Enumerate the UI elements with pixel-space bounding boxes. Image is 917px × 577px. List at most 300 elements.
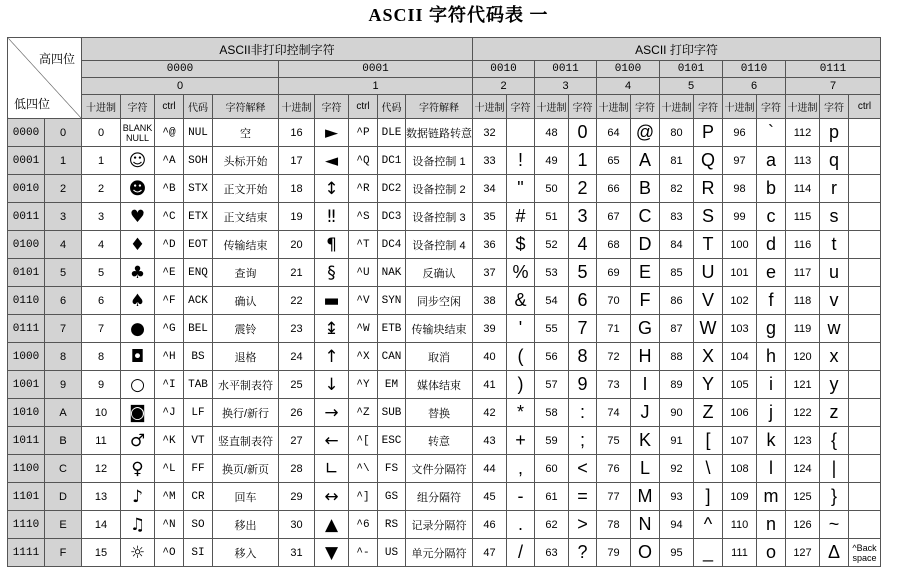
nonprint-header: ASCII非打印控制字符 — [82, 38, 473, 61]
char-glyph: q — [820, 147, 849, 175]
char-glyph: I — [631, 371, 660, 399]
ctrl-key-cell — [849, 483, 881, 511]
ctrl-key-cell: ^M — [155, 483, 184, 511]
description-cell: 传输结束 — [213, 231, 279, 259]
decimal-cell: 52 — [535, 231, 569, 259]
char-glyph: BLANK NULL — [121, 119, 155, 147]
char-glyph: ◙ — [121, 399, 155, 427]
char-glyph: V — [694, 287, 723, 315]
decimal-cell: 74 — [597, 399, 631, 427]
decimal-cell: 57 — [535, 371, 569, 399]
char-glyph: O — [631, 539, 660, 567]
ctrl-key-cell: ^X — [349, 343, 378, 371]
ctrl-key-cell: ^I — [155, 371, 184, 399]
table-row — [8, 483, 881, 511]
code-cell: DC4 — [378, 231, 406, 259]
char-glyph: i — [757, 371, 786, 399]
table-row — [8, 119, 881, 147]
char-glyph: Z — [694, 399, 723, 427]
decimal-cell: 1 — [82, 147, 121, 175]
decimal-cell: 16 — [279, 119, 315, 147]
ctrl-key-cell: ^B — [155, 175, 184, 203]
description-cell: 正文开始 — [213, 175, 279, 203]
col-label-ctrl: ctrl — [849, 95, 881, 119]
low-nibble-hex: 4 — [45, 231, 82, 259]
decimal-cell: 115 — [786, 203, 820, 231]
low-nibble-binary: 1011 — [8, 427, 45, 455]
char-glyph: S — [694, 203, 723, 231]
decimal-cell: 26 — [279, 399, 315, 427]
char-glyph: ∟ — [315, 455, 349, 483]
low-nibble-binary: 0110 — [8, 287, 45, 315]
code-cell: NAK — [378, 259, 406, 287]
decimal-cell: 15 — [82, 539, 121, 567]
char-glyph: [ — [694, 427, 723, 455]
char-glyph: ^ — [694, 511, 723, 539]
char-glyph: p — [820, 119, 849, 147]
char-glyph: ] — [694, 483, 723, 511]
high-nibble-label: 高四位 — [38, 52, 75, 66]
decimal-cell: 60 — [535, 455, 569, 483]
char-glyph: ▲ — [315, 511, 349, 539]
char-glyph: 0 — [569, 119, 597, 147]
col-label-desc: 字符解释 — [213, 95, 279, 119]
char-glyph: ? — [569, 539, 597, 567]
char-glyph: + — [507, 427, 535, 455]
ctrl-key-cell: ^P — [349, 119, 378, 147]
decimal-cell: 58 — [535, 399, 569, 427]
description-cell: 换页/新页 — [213, 455, 279, 483]
decimal-cell: 46 — [473, 511, 507, 539]
char-glyph: ' — [507, 315, 535, 343]
decimal-cell: 5 — [82, 259, 121, 287]
char-glyph: § — [315, 259, 349, 287]
char-glyph: 3 — [569, 203, 597, 231]
ctrl-key-cell: ^G — [155, 315, 184, 343]
code-cell: TAB — [184, 371, 213, 399]
code-cell: SOH — [184, 147, 213, 175]
decimal-cell: 93 — [660, 483, 694, 511]
ctrl-key-cell: ^U — [349, 259, 378, 287]
description-cell: 查询 — [213, 259, 279, 287]
char-glyph: ↨ — [315, 315, 349, 343]
col-label-dec: 十进制 — [82, 95, 121, 119]
char-glyph: 1 — [569, 147, 597, 175]
decimal-cell: 103 — [723, 315, 757, 343]
group-hex-4: 4 — [597, 78, 660, 95]
corner-header — [8, 38, 82, 119]
decimal-cell: 11 — [82, 427, 121, 455]
group-binary-2: 0010 — [473, 61, 535, 78]
char-glyph: E — [631, 259, 660, 287]
ctrl-key-cell — [849, 399, 881, 427]
code-cell: EM — [378, 371, 406, 399]
ascii-table — [7, 37, 881, 567]
decimal-cell: 6 — [82, 287, 121, 315]
char-glyph: ; — [569, 427, 597, 455]
ctrl-key-cell: ^N — [155, 511, 184, 539]
low-nibble-binary: 1110 — [8, 511, 45, 539]
char-glyph: N — [631, 511, 660, 539]
char-glyph: @ — [631, 119, 660, 147]
char-glyph: ` — [757, 119, 786, 147]
group-hex-3: 3 — [535, 78, 597, 95]
decimal-cell: 109 — [723, 483, 757, 511]
char-glyph: ► — [315, 119, 349, 147]
decimal-cell: 67 — [597, 203, 631, 231]
low-nibble-hex: C — [45, 455, 82, 483]
low-nibble-binary: 1100 — [8, 455, 45, 483]
description-cell: 空 — [213, 119, 279, 147]
decimal-cell: 13 — [82, 483, 121, 511]
description-cell: 正文结束 — [213, 203, 279, 231]
ctrl-key-cell: ^E — [155, 259, 184, 287]
col-label-char: 字符 — [631, 95, 660, 119]
low-nibble-hex: 8 — [45, 343, 82, 371]
char-glyph: ○ — [121, 371, 155, 399]
char-glyph: e — [757, 259, 786, 287]
decimal-cell: 10 — [82, 399, 121, 427]
ctrl-key-cell — [849, 371, 881, 399]
decimal-cell: 126 — [786, 511, 820, 539]
decimal-cell: 29 — [279, 483, 315, 511]
decimal-cell: 18 — [279, 175, 315, 203]
table-row — [8, 343, 881, 371]
decimal-cell: 111 — [723, 539, 757, 567]
char-glyph: R — [694, 175, 723, 203]
decimal-cell: 85 — [660, 259, 694, 287]
code-cell: EOT — [184, 231, 213, 259]
description-cell: 转意 — [406, 427, 473, 455]
decimal-cell: 79 — [597, 539, 631, 567]
col-label-dec: 十进制 — [535, 95, 569, 119]
char-glyph: ● — [121, 315, 155, 343]
code-cell: US — [378, 539, 406, 567]
decimal-cell: 14 — [82, 511, 121, 539]
char-glyph: c — [757, 203, 786, 231]
description-cell: 替换 — [406, 399, 473, 427]
description-cell: 换行/新行 — [213, 399, 279, 427]
decimal-cell: 84 — [660, 231, 694, 259]
code-cell: FS — [378, 455, 406, 483]
ctrl-key-cell — [849, 147, 881, 175]
group-binary-0: 0000 — [82, 61, 279, 78]
char-glyph: l — [757, 455, 786, 483]
table-row — [8, 427, 881, 455]
description-cell: 设备控制 2 — [406, 175, 473, 203]
decimal-cell: 92 — [660, 455, 694, 483]
description-cell: 头标开始 — [213, 147, 279, 175]
decimal-cell: 33 — [473, 147, 507, 175]
char-glyph: ♣ — [121, 259, 155, 287]
char-glyph: y — [820, 371, 849, 399]
char-glyph: n — [757, 511, 786, 539]
code-cell: NUL — [184, 119, 213, 147]
char-glyph: t — [820, 231, 849, 259]
code-cell: CR — [184, 483, 213, 511]
col-label-desc: 字符解释 — [406, 95, 473, 119]
decimal-cell: 121 — [786, 371, 820, 399]
char-glyph: ~ — [820, 511, 849, 539]
low-nibble-binary: 1001 — [8, 371, 45, 399]
low-nibble-binary: 0010 — [8, 175, 45, 203]
group-binary-7: 0111 — [786, 61, 881, 78]
col-label-char: 字符 — [507, 95, 535, 119]
decimal-cell: 99 — [723, 203, 757, 231]
decimal-cell: 50 — [535, 175, 569, 203]
ctrl-key-cell: ^\ — [349, 455, 378, 483]
group-hex-2: 2 — [473, 78, 535, 95]
char-glyph: # — [507, 203, 535, 231]
char-glyph: w — [820, 315, 849, 343]
decimal-cell: 22 — [279, 287, 315, 315]
decimal-cell: 41 — [473, 371, 507, 399]
ctrl-key-cell: ^Z — [349, 399, 378, 427]
char-glyph: " — [507, 175, 535, 203]
decimal-cell: 96 — [723, 119, 757, 147]
ctrl-key-cell — [849, 259, 881, 287]
code-cell: SYN — [378, 287, 406, 315]
col-label-char: 字符 — [820, 95, 849, 119]
char-glyph: j — [757, 399, 786, 427]
decimal-cell: 72 — [597, 343, 631, 371]
decimal-cell: 49 — [535, 147, 569, 175]
ctrl-key-cell — [849, 119, 881, 147]
decimal-cell: 44 — [473, 455, 507, 483]
char-glyph: ◄ — [315, 147, 349, 175]
print-header: ASCII 打印字符 — [473, 38, 881, 61]
decimal-cell: 43 — [473, 427, 507, 455]
decimal-cell: 83 — [660, 203, 694, 231]
decimal-cell: 107 — [723, 427, 757, 455]
decimal-cell: 105 — [723, 371, 757, 399]
col-label-char: 字符 — [569, 95, 597, 119]
char-glyph: _ — [694, 539, 723, 567]
low-nibble-hex: A — [45, 399, 82, 427]
decimal-cell: 51 — [535, 203, 569, 231]
decimal-cell: 78 — [597, 511, 631, 539]
col-label-dec: 十进制 — [786, 95, 820, 119]
decimal-cell: 124 — [786, 455, 820, 483]
description-cell: 反确认 — [406, 259, 473, 287]
char-glyph: G — [631, 315, 660, 343]
char-glyph: = — [569, 483, 597, 511]
char-glyph: ‼ — [315, 203, 349, 231]
description-cell: 媒体结束 — [406, 371, 473, 399]
char-glyph: ♂ — [121, 427, 155, 455]
low-nibble-hex: 9 — [45, 371, 82, 399]
char-glyph: H — [631, 343, 660, 371]
page-title: ASCII 字符代码表 一 — [368, 5, 549, 25]
code-cell: CAN — [378, 343, 406, 371]
low-nibble-binary: 1111 — [8, 539, 45, 567]
description-cell: 单元分隔符 — [406, 539, 473, 567]
ctrl-key-cell: ^S — [349, 203, 378, 231]
low-nibble-binary: 1000 — [8, 343, 45, 371]
char-glyph: ☺ — [121, 147, 155, 175]
decimal-cell: 123 — [786, 427, 820, 455]
char-glyph: Q — [694, 147, 723, 175]
group-binary-3: 0011 — [535, 61, 597, 78]
decimal-cell: 45 — [473, 483, 507, 511]
table-row — [8, 511, 881, 539]
col-label-char: 字符 — [121, 95, 155, 119]
ctrl-key-cell — [849, 343, 881, 371]
char-glyph: ↕ — [315, 175, 349, 203]
table-row — [8, 287, 881, 315]
code-cell: RS — [378, 511, 406, 539]
ctrl-key-cell: ^F — [155, 287, 184, 315]
col-label-char: 字符 — [315, 95, 349, 119]
description-cell: 数据链路转意 — [406, 119, 473, 147]
char-glyph: → — [315, 399, 349, 427]
decimal-cell: 89 — [660, 371, 694, 399]
low-nibble-hex: E — [45, 511, 82, 539]
decimal-cell: 117 — [786, 259, 820, 287]
decimal-cell: 21 — [279, 259, 315, 287]
char-glyph: ♥ — [121, 203, 155, 231]
group-binary-6: 0110 — [723, 61, 786, 78]
decimal-cell: 64 — [597, 119, 631, 147]
ctrl-key-cell: ^] — [349, 483, 378, 511]
char-glyph: 7 — [569, 315, 597, 343]
ctrl-key-cell: ^O — [155, 539, 184, 567]
ctrl-key-cell: ^J — [155, 399, 184, 427]
description-cell: 确认 — [213, 287, 279, 315]
char-glyph: K — [631, 427, 660, 455]
low-nibble-hex: 3 — [45, 203, 82, 231]
ctrl-key-cell: ^C — [155, 203, 184, 231]
low-nibble-hex: 1 — [45, 147, 82, 175]
char-glyph: A — [631, 147, 660, 175]
group-binary-1: 0001 — [279, 61, 473, 78]
decimal-cell: 4 — [82, 231, 121, 259]
table-row — [8, 539, 881, 567]
decimal-cell: 119 — [786, 315, 820, 343]
char-glyph: o — [757, 539, 786, 567]
char-glyph: $ — [507, 231, 535, 259]
ctrl-key-cell: ^Back space — [849, 539, 881, 567]
decimal-cell: 95 — [660, 539, 694, 567]
table-row — [8, 371, 881, 399]
char-glyph: / — [507, 539, 535, 567]
decimal-cell: 94 — [660, 511, 694, 539]
char-glyph: < — [569, 455, 597, 483]
col-label-dec: 十进制 — [723, 95, 757, 119]
decimal-cell: 70 — [597, 287, 631, 315]
char-glyph: z — [820, 399, 849, 427]
decimal-cell: 71 — [597, 315, 631, 343]
decimal-cell: 61 — [535, 483, 569, 511]
char-glyph: { — [820, 427, 849, 455]
decimal-cell: 114 — [786, 175, 820, 203]
low-nibble-hex: F — [45, 539, 82, 567]
description-cell: 文件分隔符 — [406, 455, 473, 483]
char-glyph: ▬ — [315, 287, 349, 315]
char-glyph: P — [694, 119, 723, 147]
decimal-cell: 53 — [535, 259, 569, 287]
col-label-code: 代码 — [184, 95, 213, 119]
code-cell: SUB — [378, 399, 406, 427]
char-glyph: ¶ — [315, 231, 349, 259]
ctrl-key-cell: ^A — [155, 147, 184, 175]
group-binary-5: 0101 — [660, 61, 723, 78]
table-row — [8, 231, 881, 259]
char-glyph: : — [569, 399, 597, 427]
decimal-cell: 108 — [723, 455, 757, 483]
low-nibble-hex: 6 — [45, 287, 82, 315]
description-cell: 设备控制 4 — [406, 231, 473, 259]
ctrl-key-cell: ^H — [155, 343, 184, 371]
decimal-cell: 3 — [82, 203, 121, 231]
char-glyph: b — [757, 175, 786, 203]
char-glyph: > — [569, 511, 597, 539]
char-glyph: M — [631, 483, 660, 511]
low-nibble-binary: 1010 — [8, 399, 45, 427]
char-glyph: & — [507, 287, 535, 315]
decimal-cell: 100 — [723, 231, 757, 259]
table-row — [8, 259, 881, 287]
decimal-cell: 97 — [723, 147, 757, 175]
ctrl-key-cell — [849, 427, 881, 455]
char-glyph: v — [820, 287, 849, 315]
decimal-cell: 68 — [597, 231, 631, 259]
description-cell: 组分隔符 — [406, 483, 473, 511]
char-glyph: % — [507, 259, 535, 287]
decimal-cell: 110 — [723, 511, 757, 539]
description-cell: 移入 — [213, 539, 279, 567]
col-label-ctrl: ctrl — [155, 95, 184, 119]
decimal-cell: 88 — [660, 343, 694, 371]
char-glyph: C — [631, 203, 660, 231]
char-glyph: 9 — [569, 371, 597, 399]
low-nibble-binary: 0101 — [8, 259, 45, 287]
code-cell: ETX — [184, 203, 213, 231]
decimal-cell: 66 — [597, 175, 631, 203]
char-glyph: ☼ — [121, 539, 155, 567]
decimal-cell: 125 — [786, 483, 820, 511]
char-glyph: T — [694, 231, 723, 259]
decimal-cell: 47 — [473, 539, 507, 567]
ctrl-key-cell: ^[ — [349, 427, 378, 455]
ctrl-key-cell: ^@ — [155, 119, 184, 147]
decimal-cell: 38 — [473, 287, 507, 315]
char-glyph: ( — [507, 343, 535, 371]
char-glyph: D — [631, 231, 660, 259]
ctrl-key-cell — [849, 287, 881, 315]
decimal-cell: 0 — [82, 119, 121, 147]
char-glyph: U — [694, 259, 723, 287]
code-cell: ETB — [378, 315, 406, 343]
decimal-cell: 17 — [279, 147, 315, 175]
low-nibble-binary: 0111 — [8, 315, 45, 343]
ctrl-key-cell: ^- — [349, 539, 378, 567]
char-glyph: } — [820, 483, 849, 511]
code-cell: DC2 — [378, 175, 406, 203]
description-cell: 取消 — [406, 343, 473, 371]
description-cell: 设备控制 1 — [406, 147, 473, 175]
low-nibble-hex: D — [45, 483, 82, 511]
char-glyph: ♪ — [121, 483, 155, 511]
code-cell: DC3 — [378, 203, 406, 231]
code-cell: VT — [184, 427, 213, 455]
table-row — [8, 175, 881, 203]
col-label-dec: 十进制 — [473, 95, 507, 119]
table-row — [8, 203, 881, 231]
decimal-cell: 86 — [660, 287, 694, 315]
char-glyph: ) — [507, 371, 535, 399]
code-cell: ESC — [378, 427, 406, 455]
